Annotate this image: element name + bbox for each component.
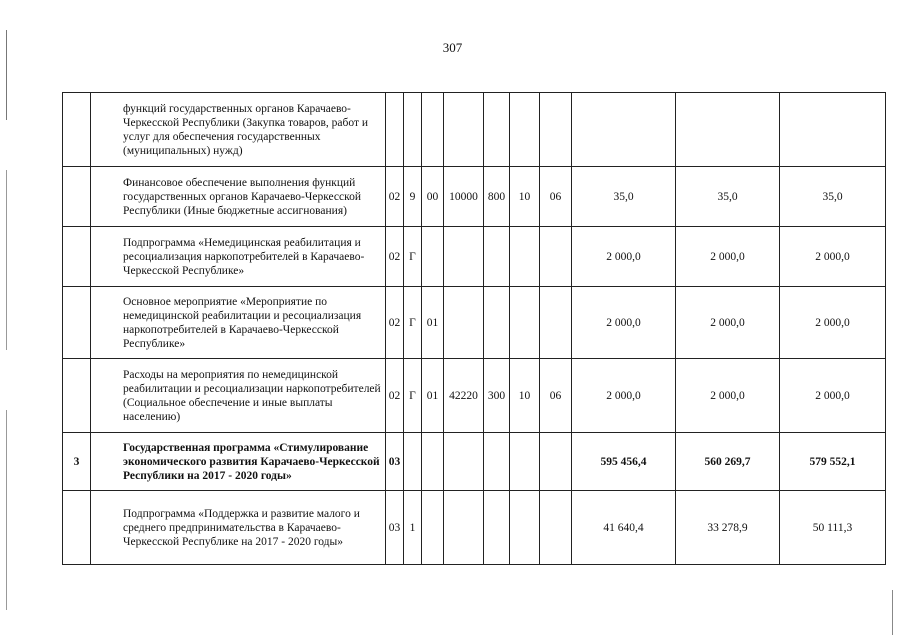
row-number-cell (63, 167, 91, 227)
pr-code-cell (540, 433, 572, 491)
row-name-cell: функций государственных органов Карачаево-Черкесской Республики (Закупка товаров, работ и услуг для обеспечения государственных (муниципальных) нужд) (91, 93, 386, 167)
pp-code-cell: 9 (404, 167, 422, 227)
vr-code-cell (484, 433, 510, 491)
amount-2019-cell: 2 000,0 (676, 227, 780, 287)
row-number-cell (63, 359, 91, 433)
rz-code-cell (510, 433, 540, 491)
gp-code-cell: 02 (386, 167, 404, 227)
amount-2018-cell: 2 000,0 (572, 359, 676, 433)
direction-code-cell (444, 227, 484, 287)
vr-code-cell (484, 227, 510, 287)
table-row (63, 167, 886, 227)
row-name-cell: Подпрограмма «Поддержка и развитие малого и среднего предпринимательства в Карачаево-Черкесской Республике на 2017 - 2020 годы» (91, 491, 386, 565)
pr-code-cell: 06 (540, 167, 572, 227)
amount-2020-cell: 2 000,0 (780, 227, 886, 287)
table-row (63, 227, 886, 287)
pp-code-cell: 1 (404, 491, 422, 565)
direction-code-cell (444, 491, 484, 565)
amount-2020-cell (780, 93, 886, 167)
amount-2020-cell: 2 000,0 (780, 359, 886, 433)
amount-2019-cell: 2 000,0 (676, 287, 780, 359)
scan-edge-line (892, 590, 893, 635)
pp-code-cell: Г (404, 359, 422, 433)
pr-code-cell (540, 93, 572, 167)
om-code-cell (422, 227, 444, 287)
amount-2018-cell: 41 640,4 (572, 491, 676, 565)
vr-code-cell (484, 287, 510, 359)
gp-code-cell: 02 (386, 227, 404, 287)
rz-code-cell (510, 93, 540, 167)
row-number-cell (63, 287, 91, 359)
om-code-cell: 01 (422, 287, 444, 359)
pp-code-cell (404, 93, 422, 167)
rz-code-cell (510, 227, 540, 287)
scan-edge-line (6, 410, 7, 610)
pr-code-cell (540, 287, 572, 359)
pp-code-cell (404, 433, 422, 491)
gp-code-cell (386, 93, 404, 167)
vr-code-cell: 300 (484, 359, 510, 433)
om-code-cell: 01 (422, 359, 444, 433)
amount-2020-cell: 35,0 (780, 167, 886, 227)
amount-2019-cell (676, 93, 780, 167)
amount-2018-cell (572, 93, 676, 167)
direction-code-cell: 42220 (444, 359, 484, 433)
gp-code-cell: 02 (386, 287, 404, 359)
row-number-cell (63, 93, 91, 167)
amount-2018-cell: 2 000,0 (572, 287, 676, 359)
amount-2018-cell: 595 456,4 (572, 433, 676, 491)
direction-code-cell (444, 433, 484, 491)
amount-2019-cell: 2 000,0 (676, 359, 780, 433)
table-row (63, 287, 886, 359)
row-number-cell (63, 491, 91, 565)
pr-code-cell (540, 491, 572, 565)
vr-code-cell (484, 93, 510, 167)
budget-table (62, 92, 886, 565)
amount-2019-cell: 35,0 (676, 167, 780, 227)
row-name-cell: Основное мероприятие «Мероприятие по немедицинской реабилитации и ресоциализация наркопотребителей в Карачаево-Черкесской Республике» (91, 287, 386, 359)
direction-code-cell (444, 93, 484, 167)
direction-code-cell: 10000 (444, 167, 484, 227)
table-row (63, 93, 886, 167)
table-row (63, 491, 886, 565)
direction-code-cell (444, 287, 484, 359)
rz-code-cell (510, 287, 540, 359)
pr-code-cell: 06 (540, 359, 572, 433)
amount-2020-cell: 2 000,0 (780, 287, 886, 359)
gp-code-cell: 02 (386, 359, 404, 433)
gp-code-cell: 03 (386, 433, 404, 491)
table-row (63, 433, 886, 491)
row-name-cell: Подпрограмма «Немедицинская реабилитация и ресоциализация наркопотребителей в Карачаево-Черкесской Республике» (91, 227, 386, 287)
om-code-cell: 00 (422, 167, 444, 227)
vr-code-cell (484, 491, 510, 565)
amount-2020-cell: 50 111,3 (780, 491, 886, 565)
amount-2019-cell: 560 269,7 (676, 433, 780, 491)
gp-code-cell: 03 (386, 491, 404, 565)
amount-2019-cell: 33 278,9 (676, 491, 780, 565)
amount-2018-cell: 2 000,0 (572, 227, 676, 287)
table-row (63, 359, 886, 433)
row-number-cell: 3 (63, 433, 91, 491)
amount-2020-cell: 579 552,1 (780, 433, 886, 491)
row-name-cell: Финансовое обеспечение выполнения функций государственных органов Карачаево-Черкесской Республики (Иные бюджетные ассигнования) (91, 167, 386, 227)
rz-code-cell (510, 491, 540, 565)
vr-code-cell: 800 (484, 167, 510, 227)
rz-code-cell: 10 (510, 167, 540, 227)
pp-code-cell: Г (404, 227, 422, 287)
om-code-cell (422, 433, 444, 491)
pr-code-cell (540, 227, 572, 287)
amount-2018-cell: 35,0 (572, 167, 676, 227)
rz-code-cell: 10 (510, 359, 540, 433)
om-code-cell (422, 491, 444, 565)
row-name-cell: Расходы на мероприятия по немедицинской реабилитации и ресоциализации наркопотребителей (Социальное обеспечение и иные выплаты населению) (91, 359, 386, 433)
pp-code-cell: Г (404, 287, 422, 359)
scan-edge-line (6, 170, 7, 350)
page-number: 307 (442, 40, 463, 55)
om-code-cell (422, 93, 444, 167)
row-name-cell: Государственная программа «Стимулирование экономического развития Карачаево-Черкесской Республики на 2017 - 2020 годы» (91, 433, 386, 491)
row-number-cell (63, 227, 91, 287)
